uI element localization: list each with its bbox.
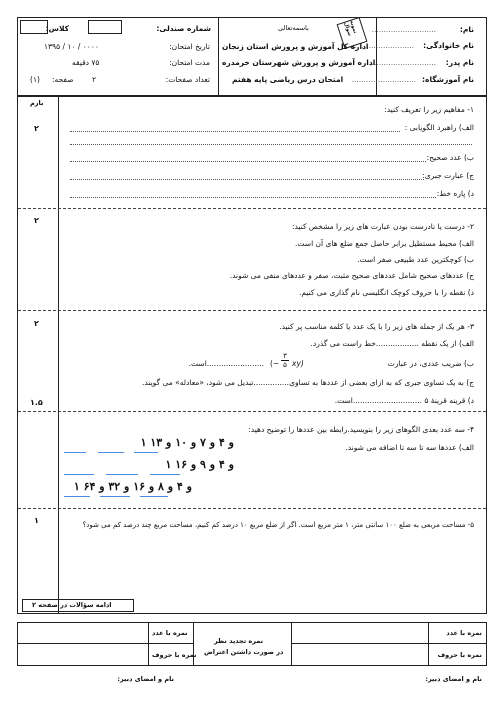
q1-a: الف) راهبرد الگویابی : xyxy=(404,123,474,132)
footer-div-right-inner xyxy=(428,622,429,666)
q5-title: ۵- مساحت مربعی به ضلع ۱۰۰ سانتی متر، ۱ متر مربع است. اگر از ضلع مربع ۱۰ درصد کم کنیم، مساحت مربع چند درصد کم می شود؟ xyxy=(82,521,474,529)
score-q1: ۲ xyxy=(34,124,39,133)
score-letters-cell[interactable] xyxy=(292,644,427,665)
q4-seq2-blank2[interactable] xyxy=(106,474,138,475)
family-label: نام خانوادگی: xyxy=(423,41,474,50)
score-column-header: بارم xyxy=(30,99,44,107)
family-dots[interactable]: ........................... xyxy=(349,41,414,50)
q4-seq3-blank2[interactable] xyxy=(100,496,130,497)
score-q5: ۱ xyxy=(34,516,39,525)
q4-a: الف) عددها سه تا سه تا اضافه می شوند. xyxy=(345,443,474,452)
q3-title: ۳- هر یک از جمله های زیر را با یک عدد یا کلمه مناسب پر کنید. xyxy=(279,322,474,331)
date-value: ۰۰۰۰ / ۱۰ / ۱۳۹۵ xyxy=(44,42,99,51)
separator-q3 xyxy=(18,411,486,412)
score-number-label-2: نمره با عدد xyxy=(152,629,188,637)
separator-q2 xyxy=(18,310,486,311)
separator-q4 xyxy=(18,508,486,509)
org-line2: اداره آموزش و پرورش شهرستان خرمدره xyxy=(222,58,376,67)
q2-d: د) نقطه را با حروف کوچک انگلیسی نام گذاری می کنیم. xyxy=(298,288,474,297)
score-q3: ۲ xyxy=(34,319,39,328)
score-letters-label-2: نمره با حروف xyxy=(152,651,197,659)
school-dots[interactable]: ........................... xyxy=(351,75,416,84)
revised-score-sub: در صورت داشتن اعتراض xyxy=(204,648,284,656)
school-label: نام آموزشگاه: xyxy=(422,75,474,84)
q1-a-line2[interactable] xyxy=(70,144,472,145)
exam-title: امتحان درس ریاضی پایه هفتم xyxy=(232,75,344,84)
score-q2: ۲ xyxy=(34,216,39,225)
q1-b: ب) عدد صحیح: xyxy=(426,153,474,162)
name-dots[interactable]: ........................... xyxy=(371,25,436,34)
q3-b-frac-num: ۳ xyxy=(283,352,287,360)
q1-a-line1[interactable] xyxy=(70,131,400,132)
q4-title: ۴- سه عدد بعدی الگوهای زیر را بنویسید.رابطه بین عددها را توضیح دهید: xyxy=(248,425,474,434)
basmala: باسمه‌تعالی xyxy=(278,24,309,32)
score-number-label: نمره با عدد xyxy=(446,629,482,637)
footer-div-left-inner xyxy=(148,622,149,666)
q4-seq2-blank1[interactable] xyxy=(64,474,94,475)
revised-score-title: نمره تجدید نظر xyxy=(214,637,264,645)
duration-value: ۷۵ دقیقه xyxy=(72,58,100,67)
q3-c: ج) به یک تساوی جبری که به ازای بعضی از عددها به تساوی...............تبدیل می شود، «معادله» می گویند. xyxy=(142,378,474,387)
q3-a: الف) از یک نقطه ..................خط راست می گذرد. xyxy=(310,339,474,348)
score-letters-label: نمره با حروف xyxy=(437,651,482,659)
continue-note: ادامه سؤالات در صفحه ۲ xyxy=(32,601,112,609)
score-q4: ۱.۵ xyxy=(30,398,43,407)
q1-c-line[interactable] xyxy=(70,179,424,180)
questions-frame xyxy=(17,96,487,614)
name-label: نام: xyxy=(459,25,474,34)
q4-seq1-blank2[interactable] xyxy=(98,452,124,453)
teacher-sign-label-2: نام و امضای دبیر: xyxy=(117,675,174,683)
stamp-text: نمونه سوال xyxy=(342,19,359,37)
teacher-sign-label: نام و امضای دبیر: xyxy=(425,675,482,683)
q4-seq1-blank1[interactable] xyxy=(64,452,86,453)
q4-seq2: ۱ و ۴ و ۹ و ۱۶ xyxy=(165,458,234,471)
q1-b-line[interactable] xyxy=(70,161,426,162)
q3-d: د) قرینه قرینۀ ۵ .............................است. xyxy=(334,396,474,405)
duration-label: مدت امتحان: xyxy=(169,58,210,67)
pages-label: تعداد صفحات: xyxy=(165,75,210,84)
q4-seq1: ۱ و ۴ و ۷ و ۱۰ و ۱۳ xyxy=(140,436,234,449)
q3-b-expression: (− ۳ ۵ xy) xyxy=(270,352,304,369)
q4-seq1-blank3[interactable] xyxy=(134,452,158,453)
page-label: صفحه: xyxy=(52,75,74,84)
father-label: نام پدر: xyxy=(445,58,474,67)
pages-value: ۲ xyxy=(92,75,97,84)
q4-seq2-blank3[interactable] xyxy=(150,474,180,475)
q2-c: ج) عددهای صحیح شامل عددهای صحیح مثبت، صفر و عددهای منفی می شوند. xyxy=(229,271,474,280)
q4-seq3-blank1[interactable] xyxy=(64,496,90,497)
q2-a: الف) محیط مستطیل برابر حاصل جمع ضلع های آن است. xyxy=(295,239,474,248)
q1-d-line[interactable] xyxy=(70,197,436,198)
q3-b-frac-den: ۵ xyxy=(283,361,287,369)
seat-label: شماره صندلی: xyxy=(156,24,211,33)
q2-title: ۲- درست یا نادرست بودن عبارت های زیر را مشخص کنید: xyxy=(291,222,474,231)
q4-seq3: ۱ و ۴ و ۸ و ۱۶ و ۳۲ و ۶۴ xyxy=(73,480,192,493)
header-divider-left xyxy=(218,17,219,96)
page-value: (۱) xyxy=(30,75,40,84)
class-label: کلاس: xyxy=(45,24,69,33)
score-letters-cell-2[interactable] xyxy=(18,644,147,665)
org-line1: اداره کل آموزش و پرورش استان زنجان xyxy=(222,42,369,51)
q2-b: ب) کوچکترین عدد طبیعی صفر است. xyxy=(357,255,474,264)
seat-box[interactable] xyxy=(88,20,122,34)
q3-b-prefix: ب) ضریب عددی، در عبارت xyxy=(387,359,474,368)
date-label: تاریخ امتحان: xyxy=(169,42,210,51)
score-column-divider xyxy=(58,96,59,614)
q1-title: ۱- مفاهیم زیر را تعریف کنید: xyxy=(384,105,474,114)
q1-d: د) پاره خط: xyxy=(436,189,474,198)
score-number-cell-2[interactable] xyxy=(18,623,147,642)
q4-seq3-blank3[interactable] xyxy=(140,496,168,497)
score-number-cell[interactable] xyxy=(292,623,427,642)
q3-b-suffix: ........................است. xyxy=(188,359,264,368)
father-dots[interactable]: ........................... xyxy=(371,58,436,67)
class-box[interactable] xyxy=(20,20,48,34)
q1-c: ج) عبارت جبری: xyxy=(422,171,474,180)
separator-q1 xyxy=(18,208,486,209)
